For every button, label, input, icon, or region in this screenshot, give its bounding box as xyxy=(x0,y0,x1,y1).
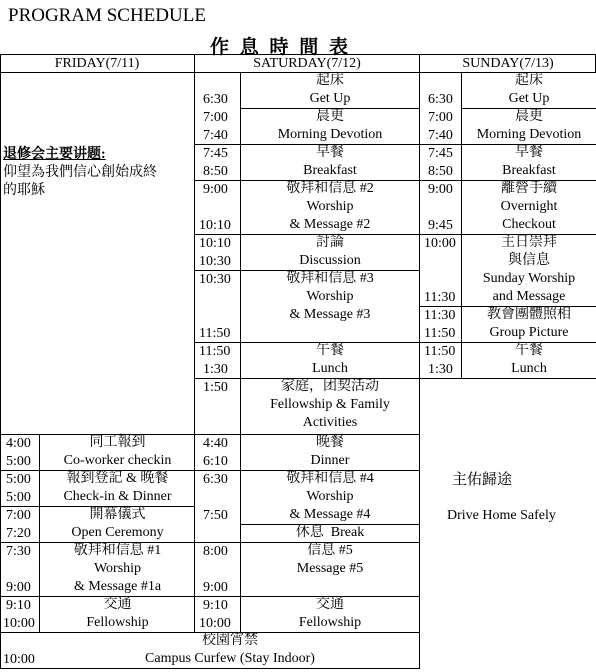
saturday-start-time: 4:40 xyxy=(203,436,228,451)
event-zh: 離營手續 xyxy=(501,181,557,196)
farewell-en: Drive Home Safely xyxy=(447,508,556,523)
event-en: Lunch xyxy=(511,361,547,376)
event-zh: 休息 xyxy=(295,525,324,540)
event-zh: 午餐 xyxy=(515,343,543,358)
saturday-end-time: 7:50 xyxy=(203,508,228,523)
saturday-start-time: 7:00 xyxy=(203,110,228,125)
event-zh: 信息 #5 xyxy=(307,543,353,558)
event-zh: 早餐 xyxy=(515,145,543,160)
event-zh: 交通 xyxy=(316,597,344,612)
event-en: Sunday Worship xyxy=(482,271,576,286)
saturday-event xyxy=(241,180,419,234)
sunday-end-time: 11:50 xyxy=(424,326,456,341)
event-zh: 敬拜和信息 #1 xyxy=(73,543,162,558)
event-en: & Message #4 xyxy=(289,507,371,522)
event-zh: 校園宵禁 xyxy=(202,633,258,648)
saturday-start-time: 6:30 xyxy=(203,92,228,107)
event-en: Campus Curfew (Stay Indoor) xyxy=(145,651,315,666)
event-en: Overnight xyxy=(500,199,558,214)
friday-end-time: 7:20 xyxy=(6,526,31,541)
friday-event xyxy=(40,434,195,470)
sunday-event xyxy=(462,108,596,144)
friday-event xyxy=(40,506,195,542)
event-zh: 家庭，团契活动 xyxy=(281,379,379,394)
event-zh: 午餐 xyxy=(316,343,344,358)
event-en: Fellowship xyxy=(298,615,362,630)
event-zh: 交通 xyxy=(103,597,132,612)
event-en: Breakfast xyxy=(502,163,556,178)
saturday-start-time: 1:50 xyxy=(203,380,228,395)
friday-event xyxy=(40,470,195,506)
event-en: Checkout xyxy=(502,217,556,232)
event-zh: 起床 xyxy=(515,73,543,88)
sunday-end-time: 11:30 xyxy=(424,290,456,305)
saturday-event xyxy=(241,234,419,270)
saturday-event xyxy=(241,270,419,342)
event-en: Message #5 xyxy=(296,561,364,576)
saturday-start-time: 9:10 xyxy=(203,598,228,613)
saturday-end-time: 7:40 xyxy=(203,128,228,143)
saturday-event xyxy=(241,72,419,108)
event-en: Lunch xyxy=(312,361,348,376)
saturday-event xyxy=(241,434,419,470)
event-zh: 敬拜和信息 #3 xyxy=(286,271,374,286)
event-en: Fellowship & Family xyxy=(270,397,390,412)
friday-theme-line: 仰望為我們信心創始成終 xyxy=(3,165,157,180)
event-en: Worship xyxy=(93,561,142,576)
saturday-event xyxy=(241,542,419,596)
saturday-start-time: 7:45 xyxy=(203,146,228,161)
sunday-start-time: 11:50 xyxy=(424,344,456,359)
saturday-end-time: 9:00 xyxy=(203,580,228,595)
sunday-start-time: 6:30 xyxy=(428,92,453,107)
event-zh: 早餐 xyxy=(316,145,344,160)
friday-end-time: 5:00 xyxy=(6,490,31,505)
friday-event xyxy=(40,542,195,596)
event-en: Breakfast xyxy=(303,163,357,178)
event-en: Get Up xyxy=(508,91,550,106)
saturday-event xyxy=(241,596,419,632)
event-en: and Message xyxy=(492,289,566,304)
sunday-start-time: 9:00 xyxy=(428,182,453,197)
event-en: Group Picture xyxy=(489,325,569,340)
friday-start-time: 9:10 xyxy=(6,598,31,613)
event-zh: 起床 xyxy=(316,73,344,88)
event-zh: 報到登記 & 晚餐 xyxy=(66,471,169,486)
event-zh: 教會團體照相 xyxy=(487,307,571,322)
event-zh: 討論 xyxy=(316,235,344,250)
saturday-start-time: 6:30 xyxy=(203,472,228,487)
friday-start-time: 5:00 xyxy=(6,472,31,487)
event-en: Activities xyxy=(302,415,358,430)
event-en: Worship xyxy=(306,289,354,304)
saturday-event xyxy=(241,470,419,524)
event-en: Break xyxy=(330,525,365,540)
event-zh: 同工報到 xyxy=(89,435,146,450)
saturday-start-time: 9:00 xyxy=(203,182,228,197)
saturday-start-time: 8:00 xyxy=(203,544,228,559)
saturday-end-time: 8:50 xyxy=(203,164,228,179)
friday-event xyxy=(40,596,195,632)
page-title: PROGRAM SCHEDULE xyxy=(8,5,206,26)
saturday-end-time: 10:10 xyxy=(199,218,231,233)
saturday-event xyxy=(241,108,419,144)
sunday-event xyxy=(462,72,596,108)
event-en: Check-in & Dinner xyxy=(63,489,172,504)
sunday-end-time: 9:45 xyxy=(428,218,453,233)
event-en: Dinner xyxy=(310,453,350,468)
saturday-event xyxy=(241,378,419,434)
event-en: Worship xyxy=(306,199,354,214)
saturday-start-time: 10:30 xyxy=(199,272,231,287)
event-en: & Message #3 xyxy=(289,307,371,322)
page-subtitle: 作 息 時 間 表 xyxy=(210,37,352,58)
curfew-event xyxy=(40,632,420,668)
sunday-start-time: 11:30 xyxy=(424,308,456,323)
event-en: Get Up xyxy=(309,91,351,106)
event-zh: 與信息 xyxy=(508,253,550,268)
saturday-end-time: 6:10 xyxy=(203,454,228,469)
event-en: Worship xyxy=(306,489,354,504)
sunday-event xyxy=(462,180,596,234)
sunday-event xyxy=(462,144,596,180)
sunday-header: SUNDAY(7/13) xyxy=(462,56,554,71)
saturday-start-time: 11:50 xyxy=(199,344,231,359)
event-en: Fellowship xyxy=(86,615,149,630)
event-zh: 晨更 xyxy=(316,109,344,124)
event-en: Open Ceremony xyxy=(71,525,164,540)
sunday-event xyxy=(462,306,596,342)
saturday-event xyxy=(241,342,419,378)
friday-header: FRIDAY(7/11) xyxy=(54,56,140,71)
saturday-end-time: 11:50 xyxy=(199,326,231,341)
saturday-event xyxy=(241,144,419,180)
friday-end-time: 9:00 xyxy=(6,580,31,595)
sunday-end-time: 7:40 xyxy=(428,128,453,143)
farewell-zh: 主佑歸途 xyxy=(452,472,513,488)
friday-start-time: 7:30 xyxy=(6,544,31,559)
friday-end-time: 5:00 xyxy=(6,454,31,469)
event-en: & Message #1a xyxy=(73,579,162,594)
sunday-end-time: 1:30 xyxy=(428,362,453,377)
saturday-end-time: 1:30 xyxy=(203,362,228,377)
saturday-end-time: 10:00 xyxy=(199,616,231,631)
saturday-end-time: 10:30 xyxy=(199,254,231,269)
sunday-event xyxy=(462,234,596,306)
sunday-start-time: 10:00 xyxy=(424,236,456,251)
event-en: Morning Devotion xyxy=(277,127,383,142)
saturday-header: SATURDAY(7/12) xyxy=(253,56,361,71)
friday-start-time: 4:00 xyxy=(6,436,31,451)
event-zh: 晚餐 xyxy=(316,435,344,450)
friday-end-time: 10:00 xyxy=(3,616,35,631)
saturday-break xyxy=(241,524,419,542)
sunday-event xyxy=(462,342,596,378)
event-zh: 敬拜和信息 #2 xyxy=(286,181,374,196)
event-zh: 晨更 xyxy=(515,109,543,124)
curfew-time: 10:00 xyxy=(3,652,35,667)
event-zh: 敬拜和信息 #4 xyxy=(286,471,374,486)
friday-theme-label: 退修会主要讲题: xyxy=(3,147,106,162)
event-zh: 開幕儀式 xyxy=(89,507,146,522)
event-zh: 主日崇拜 xyxy=(501,235,557,250)
friday-theme-line: 的耶穌 xyxy=(3,183,45,198)
friday-start-time: 7:00 xyxy=(6,508,31,523)
event-en: Co-worker checkin xyxy=(63,453,172,468)
event-en: Morning Devotion xyxy=(476,127,582,142)
event-en: Discussion xyxy=(299,253,361,268)
sunday-end-time: 8:50 xyxy=(428,164,453,179)
sunday-start-time: 7:45 xyxy=(428,146,453,161)
sunday-start-time: 7:00 xyxy=(428,110,453,125)
event-en: & Message #2 xyxy=(289,217,371,232)
saturday-start-time: 10:10 xyxy=(199,236,231,251)
